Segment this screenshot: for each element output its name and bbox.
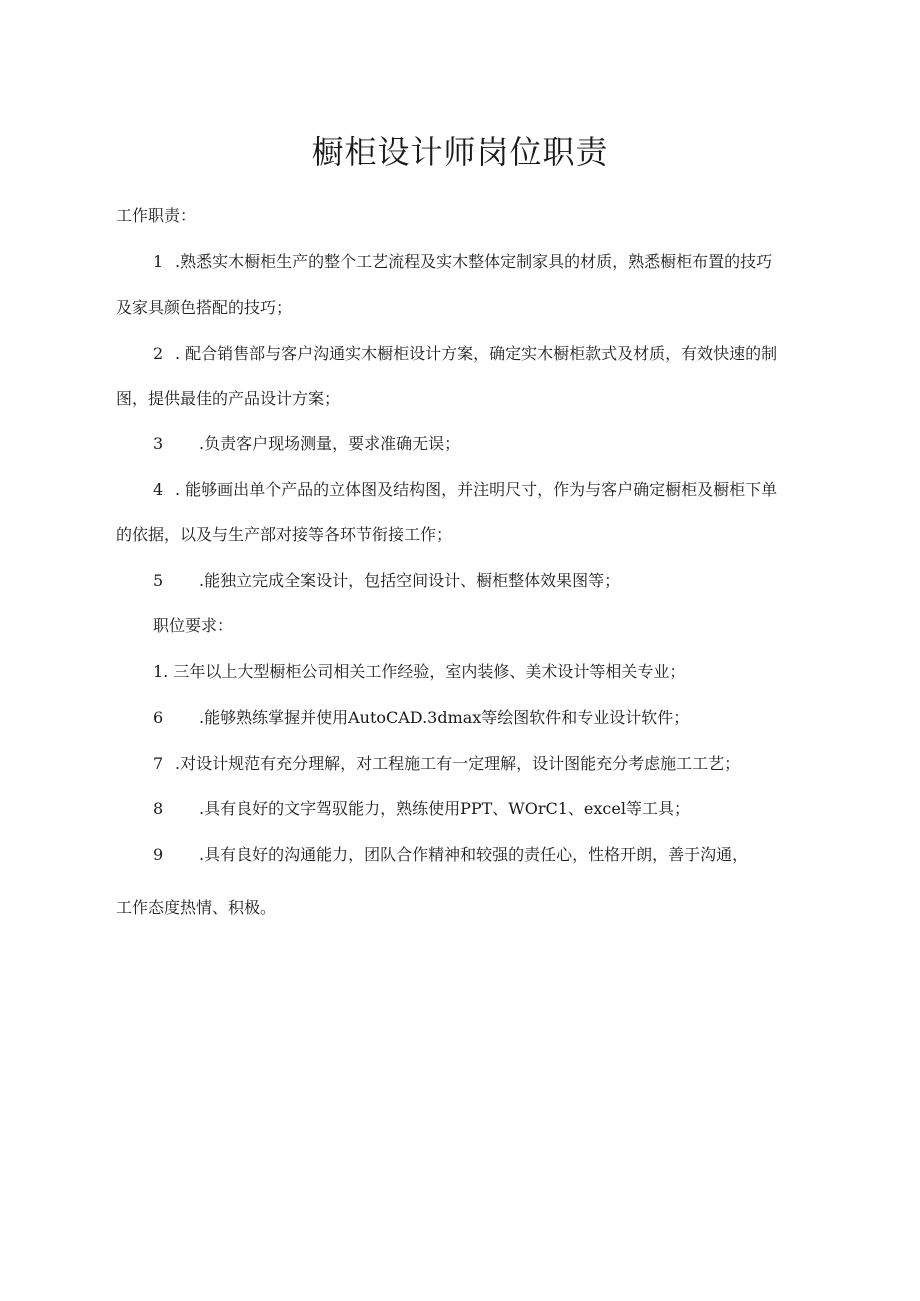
duty-item-2-text: . 配合销售部与客户沟通实木橱柜设计方案，确定实木橱柜款式及材质，有效快速的制 bbox=[175, 344, 778, 363]
requirement-item-7-number: 7 bbox=[153, 754, 164, 773]
requirement-item-7-text: .对设计规范有充分理解，对工程施工有一定理解，设计图能充分考虑施工工艺； bbox=[175, 754, 741, 773]
requirement-item-9-text: .具有良好的沟通能力，团队合作精神和较强的责任心，性格开朗，善于沟通， bbox=[199, 845, 749, 864]
page-title: 橱柜设计师岗位职责 bbox=[311, 133, 609, 171]
duty-item-1-line-1 bbox=[153, 250, 772, 274]
duty-item-5 bbox=[153, 569, 620, 593]
duty-item-4-number: 4 bbox=[153, 480, 164, 499]
duty-item-2-line-1 bbox=[153, 342, 777, 366]
requirement-item-8-number: 8 bbox=[153, 799, 164, 818]
requirements-heading: 职位要求： bbox=[153, 616, 234, 635]
requirement-item-6-number: 6 bbox=[153, 708, 164, 727]
duty-item-3-number: 3 bbox=[153, 434, 164, 453]
requirement-item-1: 1. 三年以上大型橱柜公司相关工作经验，室内装修、美术设计等相关专业； bbox=[153, 662, 686, 681]
duty-item-4-line-2: 的依据，以及与生产部对接等各环节衔接工作； bbox=[116, 525, 453, 544]
duty-item-5-text: .能独立完成全案设计，包括空间设计、橱柜整体效果图等； bbox=[199, 571, 621, 590]
duty-item-3-text: .负责客户现场测量，要求准确无误； bbox=[199, 434, 461, 453]
requirement-item-8 bbox=[153, 797, 690, 821]
duty-item-1-number: 1 bbox=[153, 252, 164, 271]
requirement-item-9-number: 9 bbox=[153, 845, 164, 864]
requirement-item-9-line-2: 工作态度热情、积极。 bbox=[116, 898, 277, 917]
duties-heading: 工作职责： bbox=[116, 206, 197, 225]
requirement-item-7 bbox=[153, 752, 740, 776]
duty-item-3 bbox=[153, 432, 460, 456]
duty-item-2-line-2: 图，提供最佳的产品设计方案； bbox=[116, 389, 341, 408]
duty-item-4-line-1 bbox=[153, 478, 777, 502]
duty-item-1-text: .熟悉实木橱柜生产的整个工艺流程及实木整体定制家具的材质，熟悉橱柜布置的技巧 bbox=[175, 252, 773, 271]
duty-item-5-number: 5 bbox=[153, 571, 164, 590]
requirement-item-8-text: .具有良好的文字驾驭能力，熟练使用PPT、WOrC1、excel等工具； bbox=[199, 799, 690, 818]
duty-item-1-line-2: 及家具颜色搭配的技巧； bbox=[116, 298, 293, 317]
requirement-item-6-text: .能够熟练掌握并使用AutoCAD.3dmax等绘图软件和专业设计软件； bbox=[199, 708, 690, 727]
duty-item-4-text: . 能够画出单个产品的立体图及结构图，并注明尺寸，作为与客户确定橱柜及橱柜下单 bbox=[175, 480, 778, 499]
requirement-item-9-line-1 bbox=[153, 843, 748, 867]
requirement-item-6 bbox=[153, 706, 689, 730]
duty-item-2-number: 2 bbox=[153, 344, 164, 363]
